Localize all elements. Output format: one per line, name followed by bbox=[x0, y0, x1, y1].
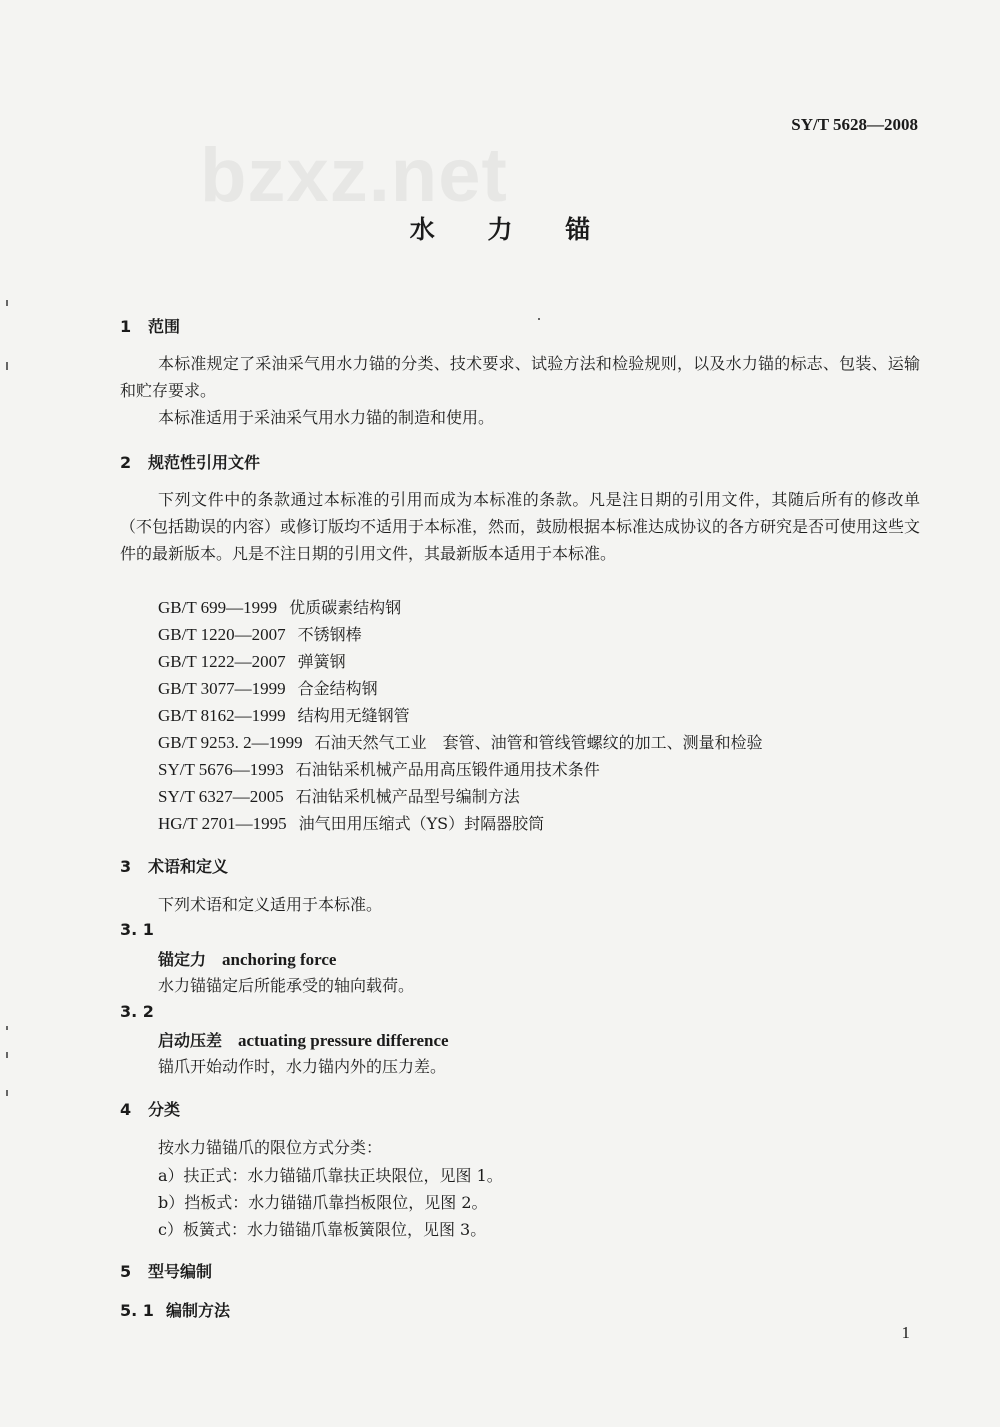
reference-item: GB/T 699—1999 优质碳素结构钢 bbox=[158, 598, 402, 617]
term-chinese: 锚定力 bbox=[158, 950, 207, 969]
section-4-paragraph-1: 按水力锚锚爪的限位方式分类： bbox=[158, 1138, 383, 1157]
section-title: 术语和定义 bbox=[148, 857, 229, 876]
scan-mark bbox=[6, 1026, 8, 1030]
reference-item: GB/T 1220—2007 不锈钢棒 bbox=[158, 625, 362, 644]
section-number: 5 bbox=[120, 1262, 132, 1281]
watermark: bzxz.net bbox=[200, 133, 508, 218]
section-5-heading bbox=[120, 1259, 212, 1282]
section-1-heading bbox=[120, 314, 180, 337]
section-2-heading bbox=[120, 450, 260, 473]
list-item: c）板簧式：水力锚锚爪靠板簧限位，见图 3。 bbox=[158, 1220, 487, 1239]
reference-item: GB/T 9253. 2—1999 石油天然气工业 套管、油管和管线管螺纹的加工、测量和检验 bbox=[158, 733, 763, 752]
section-3-heading bbox=[120, 854, 228, 877]
section-title: 编制方法 bbox=[166, 1301, 231, 1320]
term-3-2-number: 3. 2 bbox=[120, 1002, 154, 1021]
list-item: a）扶正式：水力锚锚爪靠扶正块限位，见图 1。 bbox=[158, 1166, 503, 1185]
section-4-heading bbox=[120, 1097, 180, 1120]
scan-mark bbox=[538, 318, 540, 320]
section-number: 3 bbox=[120, 857, 132, 876]
page-number: 1 bbox=[901, 1323, 910, 1342]
section-title: 范围 bbox=[148, 317, 181, 336]
reference-item: GB/T 8162—1999 结构用无缝钢管 bbox=[158, 706, 410, 725]
term-english: actuating pressure difference bbox=[238, 1031, 449, 1050]
section-2-paragraph-1: 下列文件中的条款通过本标准的引用而成为本标准的条款。凡是注日期的引用文件，其随后所有的修改单（不包括勘误的内容）或修订版均不适用于本标准，然而，鼓励根据本标准达成协议的各方研究是否可使用这些文件的最新版本。凡是不注日期的引用文件，其最新版本适用于本标准。 bbox=[120, 490, 921, 563]
term-3-2-definition: 锚爪开始动作时，水力锚内外的压力差。 bbox=[158, 1057, 447, 1076]
section-3-paragraph-1: 下列术语和定义适用于本标准。 bbox=[158, 895, 383, 914]
document-title: 水 力 锚 bbox=[409, 215, 613, 244]
document-code: SY/T 5628—2008 bbox=[791, 115, 918, 134]
section-number: 2 bbox=[120, 453, 132, 472]
list-item: b）挡板式：水力锚锚爪靠挡板限位，见图 2。 bbox=[158, 1193, 488, 1212]
section-title: 规范性引用文件 bbox=[148, 453, 261, 472]
term-3-1-number: 3. 1 bbox=[120, 920, 154, 939]
scan-mark bbox=[6, 1052, 8, 1058]
scan-mark bbox=[6, 1090, 8, 1096]
section-number: 4 bbox=[120, 1100, 132, 1119]
section-number: 1 bbox=[120, 317, 132, 336]
section-number: 5. 1 bbox=[120, 1301, 154, 1320]
section-title: 分类 bbox=[148, 1100, 181, 1119]
section-1-paragraph-2: 本标准适用于采油采气用水力锚的制造和使用。 bbox=[158, 408, 495, 427]
reference-item: GB/T 1222—2007 弹簧钢 bbox=[158, 652, 346, 671]
term-3-1-definition: 水力锚锚定后所能承受的轴向载荷。 bbox=[158, 976, 415, 995]
reference-item: SY/T 5676—1993 石油钻采机械产品用高压锻件通用技术条件 bbox=[158, 760, 600, 779]
reference-item: SY/T 6327—2005 石油钻采机械产品型号编制方法 bbox=[158, 787, 520, 806]
term-3-1 bbox=[158, 947, 336, 970]
scan-mark bbox=[6, 300, 8, 306]
scan-mark bbox=[6, 362, 8, 370]
section-5-1-heading bbox=[120, 1298, 230, 1321]
reference-item: HG/T 2701—1995 油气田用压缩式（YS）封隔器胶筒 bbox=[158, 814, 545, 833]
term-chinese: 启动压差 bbox=[158, 1031, 223, 1050]
term-3-2 bbox=[158, 1028, 449, 1051]
section-title: 型号编制 bbox=[148, 1262, 213, 1281]
section-1-paragraph-1: 本标准规定了采油采气用水力锚的分类、技术要求、试验方法和检验规则，以及水力锚的标志、包装、运输和贮存要求。 bbox=[120, 354, 920, 400]
term-english: anchoring force bbox=[222, 950, 337, 969]
reference-item: GB/T 3077—1999 合金结构钢 bbox=[158, 679, 378, 698]
